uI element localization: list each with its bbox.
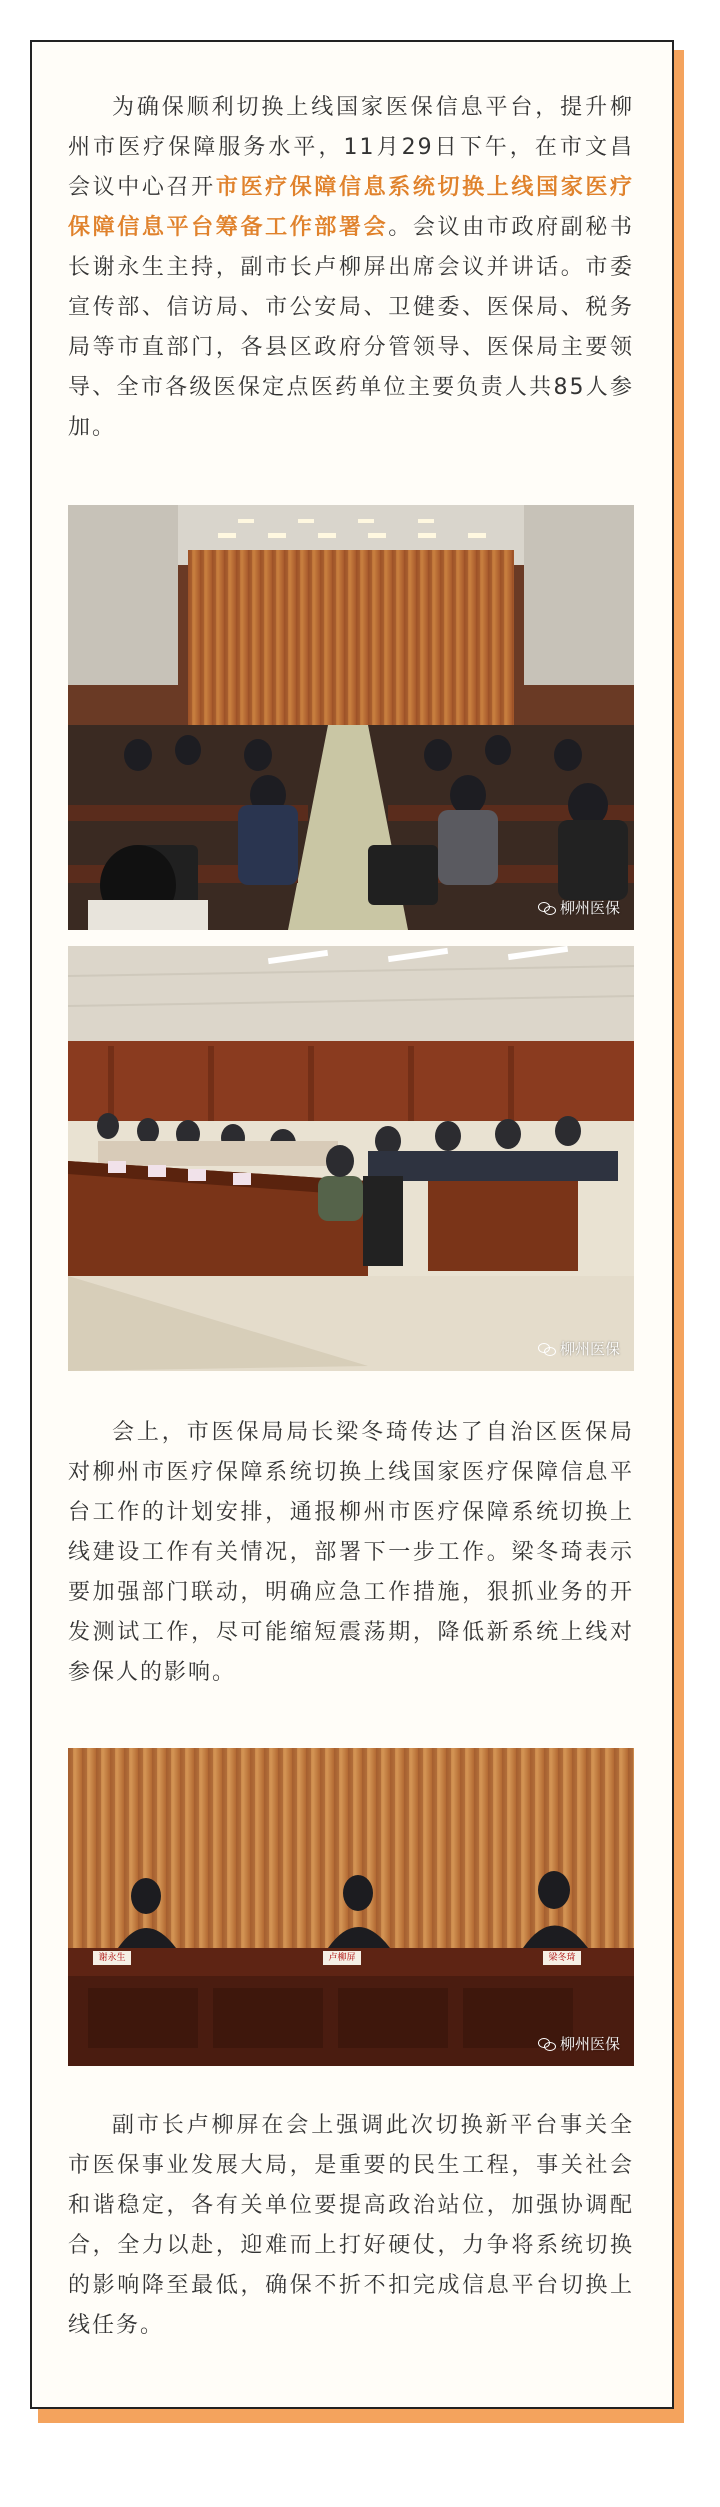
watermark-1 [538,897,620,918]
nameplate-3: 梁冬琦 [548,1953,576,1963]
paragraph-remarks: 副市长卢柳屏在会上强调此次切换新平台事关全市医保事业发展大局，是重要的民生工程，事关社会和谐稳定，各有关单位要提高政治站位，加强协调配合，全力以赴，迎难而上打好硬仗，力争将系统切换的影响降至最低，确保不折不扣完成信息平台切换上线任务。 [68,2113,634,2338]
meeting-photo-rostrum [68,1748,634,2066]
watermark-text: 柳州医保 [559,899,620,917]
meeting-title-highlight: 市医疗保障信息系统切换上线国家医疗保障信息平台筹备工作部署会 [68,175,634,240]
meeting-photo-audience [68,505,634,930]
intro-text-post: 。会议由市政府副秘书长谢永生主持，副市长卢柳屏出席会议并讲话。市委宣传部、信访局、市公安局、卫健委、医保局、税务局等市直部门，各县区政府分管领导、医保局主要领导、全市各级医保定点医药单位主要负责人共85人参加。 [68,215,634,440]
paragraph-intro [68,88,634,448]
wechat-icon [538,901,556,915]
watermark-text: 柳州医保 [559,2035,620,2053]
watermark-2 [538,1338,620,1359]
nameplate-2: 卢柳屏 [328,1953,356,1963]
paragraph-speech: 会上，市医保局局长梁冬琦传达了自治区医保局对柳州市医疗保障系统切换上线国家医疗保障信息平台工作的计划安排，通报柳州市医疗保障系统切换上线建设工作有关情况，部署下一步工作。梁冬琦表示要加强部门联动，明确应急工作措施，狠抓业务的开发测试工作，尽可能缩短震荡期，降低新系统上线对参保人的影响。 [68,1420,634,1685]
intro-text-pre: 为确保顺利切换上线国家医保信息平台，提升柳州市医疗保障服务水平，11月29日下午，在市文昌会议中心召开 [68,95,634,200]
watermark-3 [538,2033,620,2054]
nameplate-1: 谢永生 [98,1953,126,1963]
wechat-icon [538,1342,556,1356]
wechat-icon [538,2037,556,2051]
watermark-text: 柳州医保 [559,1340,620,1358]
meeting-photo-desks [68,946,634,1371]
